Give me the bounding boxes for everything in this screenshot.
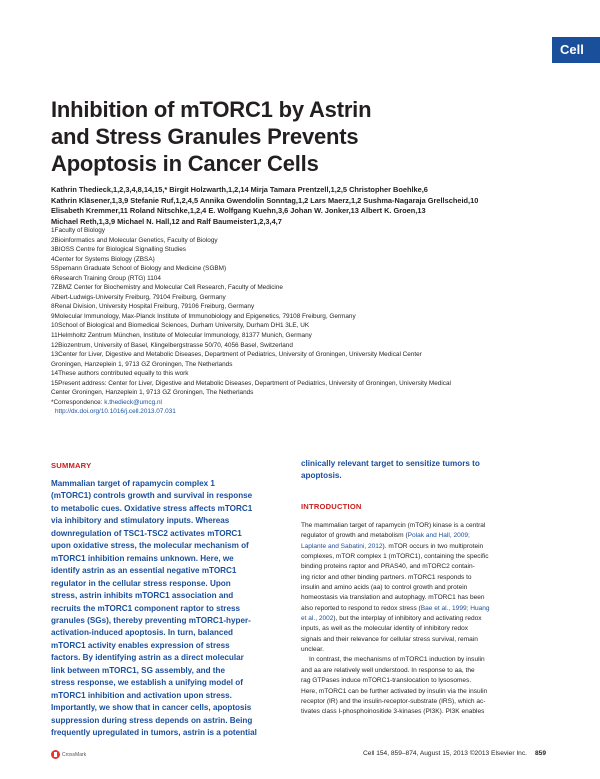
page-footer	[363, 750, 546, 757]
affiliation-line: 14These authors contributed equally to this work	[51, 370, 189, 378]
crossmark-label: CrossMark	[62, 751, 87, 758]
introduction-text-run: ). mTOR occurs in two multiprotein	[382, 542, 484, 550]
affiliation-line: 6Research Training Group (RTG) 1104	[51, 274, 161, 282]
introduction-line	[301, 542, 553, 552]
introduction-line	[301, 531, 553, 541]
summary-line: clinically relevant target to sensitize tumors to	[301, 459, 480, 468]
introduction-line	[301, 552, 553, 562]
introduction-line	[301, 655, 553, 665]
affiliation-list	[51, 226, 571, 417]
correspondence-label: *Correspondence:	[51, 398, 105, 406]
summary-text-right	[301, 458, 551, 483]
introduction-text-run: inputs, as well as the molecular identity of inhibitory redox	[301, 625, 469, 633]
introduction-text-run: homeostasis via translation and autophagy. mTORC1 has been	[301, 594, 485, 602]
affiliation-line: 10School of Biological and Biomedical Sciences, Durham University, Durham DH1 3LE, UK	[51, 322, 310, 330]
affiliation-line: 1Faculty of Biology	[51, 227, 105, 234]
introduction-line	[301, 562, 553, 572]
introduction-text-run: insulin and amino acids (aa) to control growth and protein	[301, 584, 468, 592]
summary-line: Importantly, we show that in cancer cells, apoptosis	[51, 703, 252, 713]
affiliation-line: 11Helmholtz Zentrum München, Institute of Molecular Immunology, 81377 Munich, Germany	[51, 332, 312, 340]
affiliation-line: 13Center for Liver, Digestive and Metabolic Diseases, Department of Pediatrics, University of Groningen, University Medical Center	[51, 351, 422, 359]
introduction-text-run: binding proteins raptor and PRAS40, and mTORC2 contain-	[301, 563, 475, 571]
affiliation-line: 5Spemann Graduate School of Biology and Medicine (SGBM)	[51, 265, 227, 273]
introduction-text-run: also reported to respond to redox stress (	[301, 604, 421, 612]
crossmark-icon	[51, 750, 60, 759]
introduction-line	[301, 687, 553, 697]
introduction-line	[301, 635, 553, 645]
summary-line: frequently upregulated in tumors, astrin is a potential	[51, 728, 257, 738]
introduction-line	[301, 583, 553, 593]
journal-brand-tab: Cell	[552, 37, 600, 63]
page-number: 859	[534, 750, 546, 757]
summary-line: recruits the mTORC1 component raptor to stress	[51, 603, 241, 613]
introduction-text-run: ), but the interplay of inhibitory and activating redox	[333, 615, 482, 623]
introduction-line	[301, 645, 553, 655]
author-list	[51, 185, 551, 227]
author-line: Michael Reth,1,3,9 Michael N. Hall,12 and Ralf Baumeister1,2,3,4,7	[51, 216, 282, 226]
title-line: Apoptosis in Cancer Cells	[51, 151, 319, 176]
introduction-line	[301, 521, 553, 531]
introduction-text-run: receptor (IR) and the insulin-receptor-substrate (IRS), which ac-	[301, 697, 486, 705]
introduction-text-run: The mammalian target of rapamycin (mTOR) kinase is a central	[301, 522, 486, 529]
summary-line: granules (SGs), thereby preventing mTORC1-hyper-	[51, 615, 251, 625]
correspondence-line	[51, 398, 571, 408]
introduction-text-run: Here, mTORC1 can be further activated by insulin via the insulin	[301, 687, 488, 695]
citation-link[interactable]: Laplante and Sabatini, 2012	[301, 542, 383, 550]
affiliation-line: 9Molecular Immunology, Max-Planck Institute of Immunobiology and Epigenetics, 79108 Freiburg, Germany	[51, 312, 356, 320]
introduction-text-run: and aa are relatively well understood. In response to aa, the	[301, 666, 475, 674]
introduction-line	[301, 676, 553, 686]
title-line: Inhibition of mTORC1 by Astrin	[51, 97, 372, 122]
summary-line: regulator in the cellular stress response. Upon	[51, 578, 231, 588]
summary-line: (mTORC1) controls growth and survival in response	[51, 491, 253, 501]
affiliation-line: Groningen, Hanzeplein 1, 9713 GZ Groningen, The Netherlands	[51, 360, 233, 368]
affiliation-line: 4Center for Systems Biology (ZBSA)	[51, 255, 155, 263]
summary-line: stress, astrin inhibits mTORC1 association and	[51, 591, 234, 601]
article-title	[51, 96, 411, 177]
crossmark-badge[interactable]	[51, 750, 86, 759]
summary-line: mTORC1 inhibition and activation upon stress.	[51, 690, 232, 700]
citation-link[interactable]: et al., 2002	[301, 615, 334, 623]
summary-line: to metabolic cues. Oxidative stress affects mTORC1	[51, 503, 253, 513]
introduction-text-run: regulator of growth and metabolism (	[301, 532, 408, 540]
affiliation-line: 7ZBMZ Center for Biochemistry and Molecular Cell Research, Faculty of Medicine	[51, 284, 283, 292]
author-line: Kathrin Kläsener,1,3,9 Stefanie Ruf,1,2,4,5 Annika Gwendolin Sonntag,1,2 Lars Maerz,1,2 Sushma-Nagaraja Grellscheid,10	[51, 195, 479, 205]
author-line: Kathrin Thedieck,1,2,3,4,8,14,15,* Birgit Holzwarth,1,2,14 Mirja Tamara Prentzell,1,2,5 Christopher Boehlke,6	[51, 185, 428, 194]
affiliation-line: 12Biozentrum, University of Basel, Klingelbergstrasse 50/70, 4056 Basel, Switzerland	[51, 341, 293, 349]
title-line: and Stress Granules Prevents	[51, 124, 359, 149]
introduction-line	[301, 573, 553, 583]
introduction-text-run: rag GTPases induce mTORC1-translocation to lysosomes.	[301, 677, 472, 685]
introduction-heading: INTRODUCTION	[301, 502, 362, 511]
summary-line: factors. By identifying astrin as a direct molecular	[51, 653, 244, 663]
summary-line: identify astrin as an essential negative mTORC1	[51, 566, 237, 576]
affiliation-line: 2Bioinformatics and Molecular Genetics, Faculty of Biology	[51, 236, 218, 244]
summary-line: apoptosis.	[301, 471, 342, 481]
introduction-text-run: complexes, mTOR complex 1 (mTORC1), containing the specific	[301, 553, 489, 561]
affiliation-line: 3BIOSS Centre for Biological Signalling Studies	[51, 246, 186, 254]
affiliation-line: Center Groningen, Hanzeplein 1, 9713 GZ Groningen, The Netherlands	[51, 389, 254, 397]
introduction-line	[301, 697, 553, 707]
summary-line: upon oxidative stress, the molecular mechanism of	[51, 541, 249, 551]
introduction-line	[301, 624, 553, 634]
introduction-text-run: tivates class I-phosphoinositide 3-kinases (PI3K). PI3K enables	[301, 708, 485, 716]
summary-line: suppression during stress depends on astrin. Being	[51, 715, 253, 725]
summary-line: via inhibitory and stimulatory inputs. Whereas	[51, 516, 230, 526]
affiliation-line: 15Present address: Center for Liver, Digestive and Metabolic Diseases, Department of Pediatrics, University of Groningen, University Medical	[51, 379, 451, 387]
summary-line: Mammalian target of rapamycin complex 1	[51, 479, 215, 488]
introduction-text-run: ing rictor and other binding partners. mTORC1 responds to	[301, 573, 472, 581]
summary-line: mTORC1 inhibition remains unknown. Here, we	[51, 553, 234, 563]
introduction-line	[301, 593, 553, 603]
citation-link[interactable]: Polak and Hall, 2009;	[407, 532, 470, 540]
correspondence-email-link[interactable]: k.thedieck@umcg.nl	[104, 398, 162, 406]
summary-text-left	[51, 478, 291, 740]
summary-line: stress response, we establish a unifying model of	[51, 678, 243, 688]
citation-link[interactable]: Bae et al., 1999; Huang	[420, 604, 490, 612]
footer-citation: Cell 154, 859–874, August 15, 2013 ©2013 Elsevier Inc.	[363, 750, 527, 757]
doi-link[interactable]: http://dx.doi.org/10.1016/j.cell.2013.07.031	[55, 408, 176, 416]
introduction-line	[301, 604, 553, 614]
introduction-line	[301, 707, 553, 717]
summary-line: activation-induced apoptosis. In turn, balanced	[51, 628, 233, 638]
author-line: Elisabeth Kremmer,11 Roland Nitschke,1,2,4 E. Wolfgang Kuehn,3,6 Johan W. Jonker,13 Albert K. Groen,13	[51, 206, 426, 215]
affiliation-line: Albert-Ludwigs-University Freiburg, 79104 Freiburg, Germany	[51, 293, 226, 301]
summary-line: downregulation of TSC1-TSC2 activates mTORC1	[51, 528, 242, 538]
introduction-text-run: unclear.	[301, 646, 324, 654]
introduction-line	[301, 614, 553, 624]
introduction-text	[301, 521, 553, 718]
summary-heading: SUMMARY	[51, 461, 92, 470]
introduction-text-run: signals and their relevance for cellular stress survival, remain	[301, 635, 478, 643]
summary-line: link between mTORC1, SG assembly, and the	[51, 665, 225, 675]
affiliation-line: 8Renal Division, University Hospital Freiburg, 79106 Freiburg, Germany	[51, 303, 255, 311]
introduction-line	[301, 666, 553, 676]
introduction-text-run: In contrast, the mechanisms of mTORC1 induction by insulin	[309, 656, 485, 664]
summary-line: mTORC1 activity enables expression of stress	[51, 640, 230, 650]
